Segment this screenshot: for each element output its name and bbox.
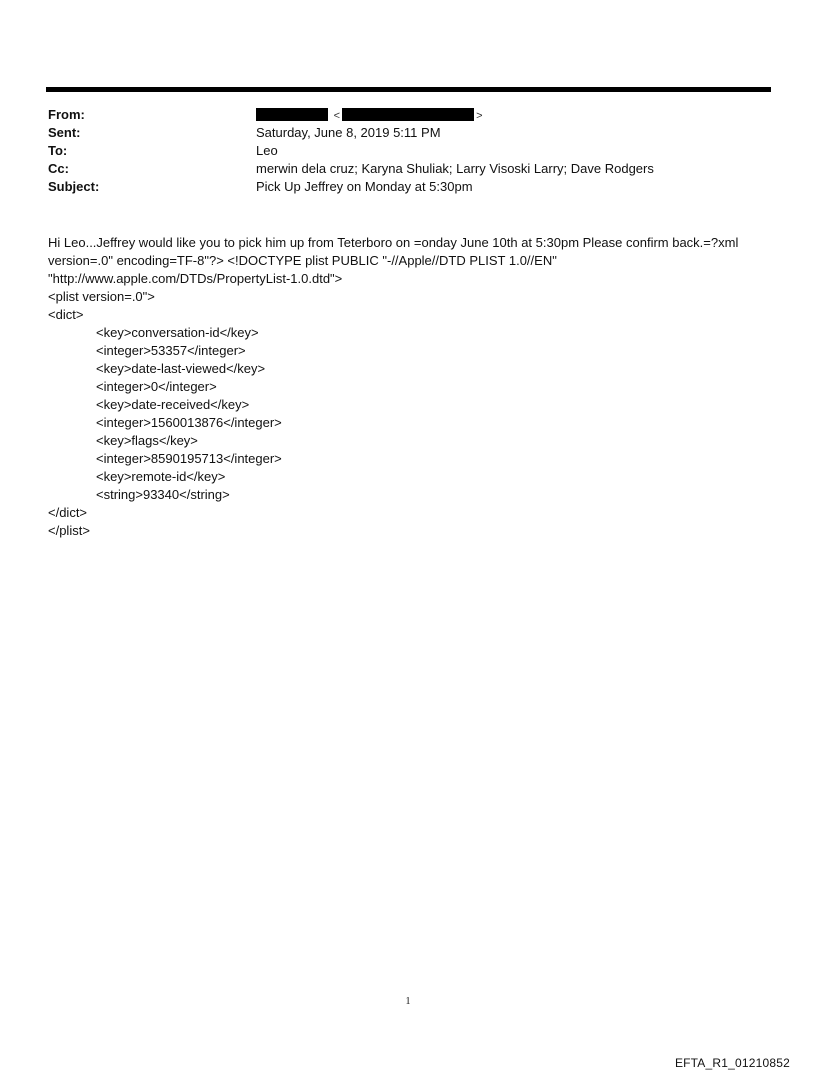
- body-line: version=.0" encoding=TF-8"?> <!DOCTYPE plist PUBLIC "-//Apple//DTD PLIST 1.0//EN": [48, 253, 557, 268]
- email-body: [48, 234, 778, 540]
- body-line: <integer>1560013876</integer>: [96, 415, 282, 430]
- sent-value: Saturday, June 8, 2019 5:11 PM: [256, 125, 441, 140]
- cc-row: [48, 160, 770, 178]
- body-line: </dict>: [48, 505, 88, 520]
- body-line: <integer>53357</integer>: [96, 343, 246, 358]
- body-line: <key>date-received</key>: [96, 397, 250, 412]
- body-line: </plist>: [48, 523, 90, 538]
- bates-number: EFTA_R1_01210852: [674, 1056, 790, 1070]
- sent-row: [48, 124, 770, 142]
- body-line: <key>flags</key>: [96, 433, 198, 448]
- subject-label: Subject:: [48, 179, 100, 194]
- body-line: "http://www.apple.com/DTDs/PropertyList-1.0.dtd">: [48, 271, 343, 286]
- cc-label: Cc:: [48, 161, 69, 176]
- body-line: <key>date-last-viewed</key>: [96, 361, 266, 376]
- sent-label: Sent:: [48, 125, 81, 140]
- page-number: 1: [405, 996, 411, 1007]
- from-row: [48, 106, 770, 124]
- email-header: [48, 106, 770, 196]
- email-close-bracket: >: [476, 110, 483, 122]
- body-line: Hi Leo...Jeffrey would like you to pick him up from Teterboro on =onday June 10th at 5:30pm Please confirm back.=?xml: [48, 235, 739, 250]
- to-row: [48, 142, 770, 160]
- body-line: <integer>8590195713</integer>: [96, 451, 282, 466]
- body-line: <key>conversation-id</key>: [96, 325, 259, 340]
- email-open-bracket: <: [333, 110, 341, 122]
- cc-value: merwin dela cruz; Karyna Shuliak; Larry Visoski Larry; Dave Rodgers: [256, 161, 654, 176]
- to-value: Leo: [256, 143, 278, 158]
- body-line: <key>remote-id</key>: [96, 469, 226, 484]
- body-line: <string>93340</string>: [96, 487, 230, 502]
- header-divider: [46, 87, 771, 92]
- body-line: <integer>0</integer>: [96, 379, 217, 394]
- redacted-sender-email: [342, 108, 474, 121]
- subject-row: [48, 178, 770, 196]
- body-line: <plist version=.0">: [48, 289, 155, 304]
- from-label: From:: [48, 107, 85, 122]
- subject-value: Pick Up Jeffrey on Monday at 5:30pm: [256, 179, 473, 194]
- to-label: To:: [48, 143, 68, 158]
- redacted-sender-name: [256, 108, 328, 121]
- body-line: <dict>: [48, 307, 84, 322]
- from-value: [256, 106, 485, 125]
